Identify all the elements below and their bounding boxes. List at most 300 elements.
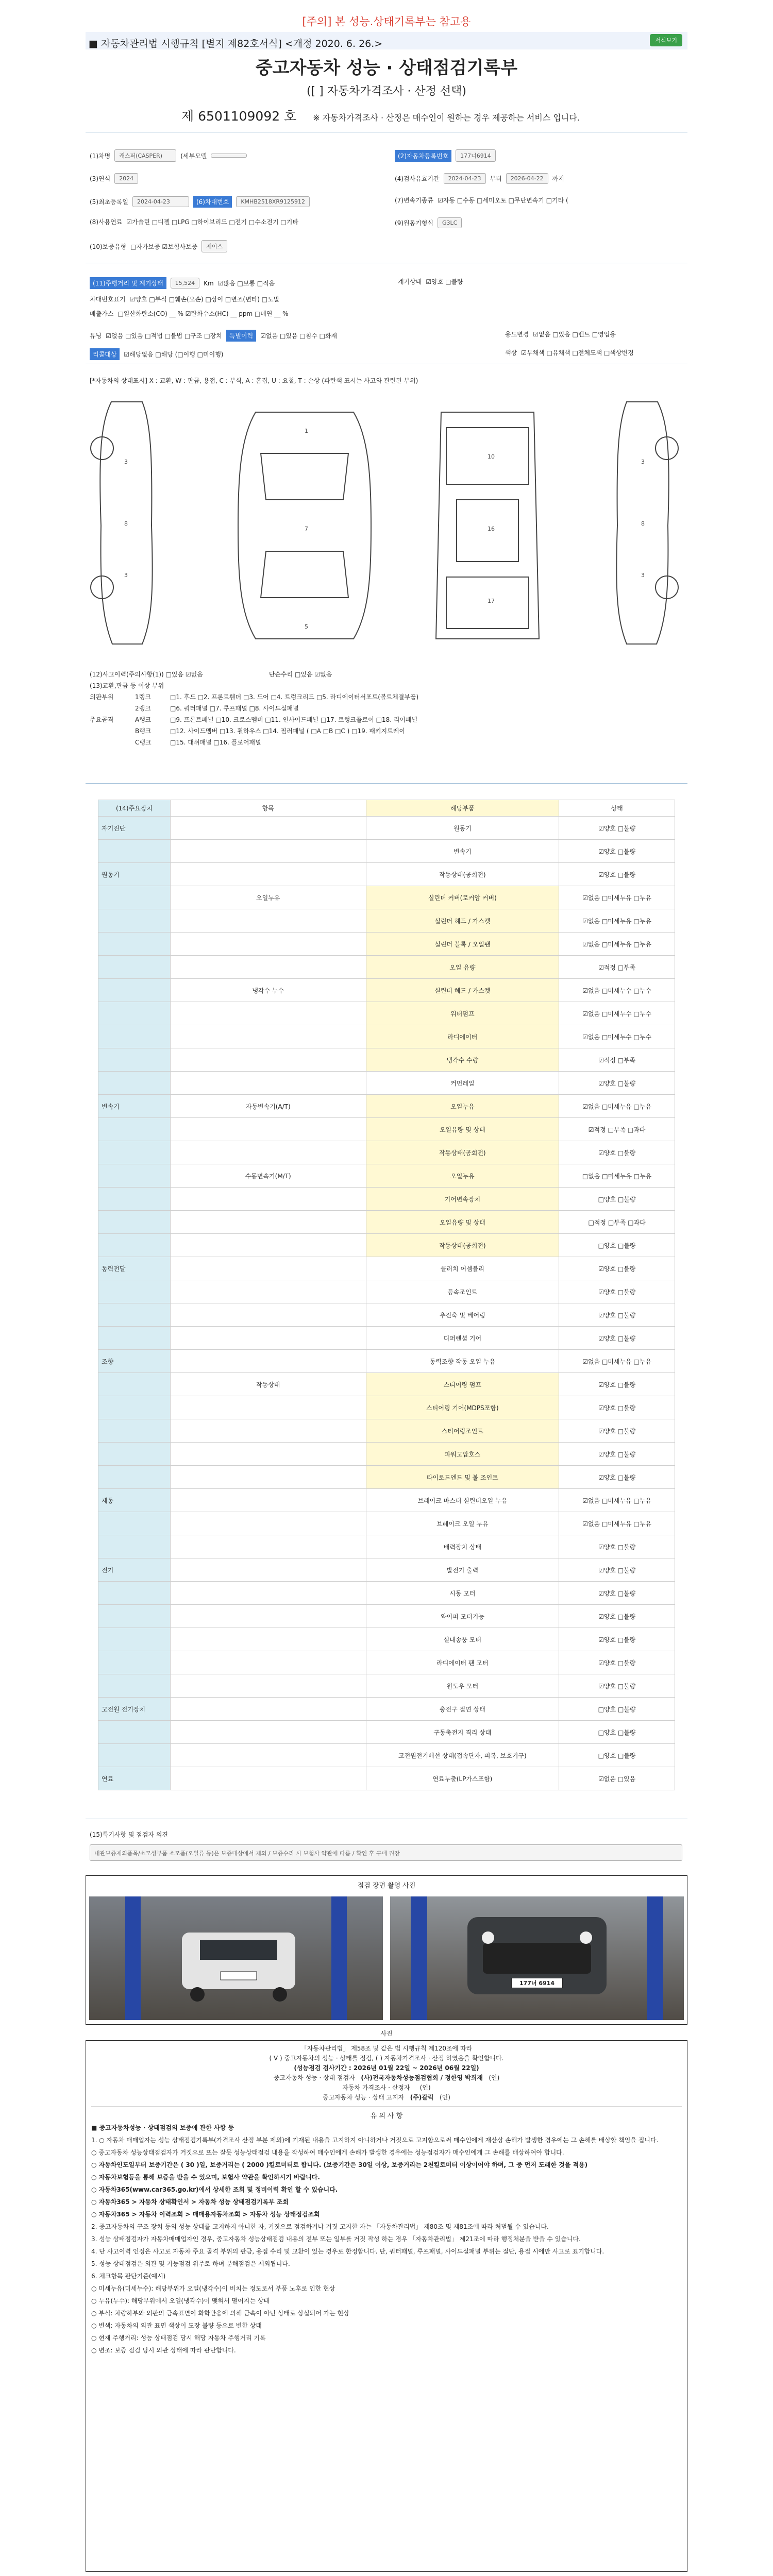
row-category: 고전원 전기장치 bbox=[98, 1698, 171, 1721]
notifier-line: 중고자동차 성능 · 상태 고지자 (주)갈릭 (인) bbox=[323, 2094, 450, 2101]
table-row bbox=[98, 1280, 675, 1303]
table-row bbox=[98, 1141, 675, 1164]
svg-text:8: 8 bbox=[124, 520, 128, 527]
note-item: ○ 누유(누수): 해당부위에서 오일(냉각수)이 맺혀서 떨어지는 상태 bbox=[91, 2297, 270, 2304]
row-category bbox=[98, 1744, 171, 1767]
outer-rank2-row: 2랭크 □6. 쿼터패널 □7. 루프패널 □8. 사이드실패널 bbox=[135, 705, 299, 712]
note-item: ○ 자동차보험등을 통해 보증을 받을 수 있으며, 보험사 약관을 확인하시기 바랍니다. bbox=[91, 2174, 320, 2181]
row-group bbox=[170, 1535, 366, 1558]
row-state[interactable]: ☑적정 □부족 bbox=[559, 1048, 675, 1072]
row-item: 오일누유 bbox=[366, 1164, 559, 1188]
row-item: 워터펌프 bbox=[366, 1002, 559, 1025]
row-item: 실린더 헤드 / 가스켓 bbox=[366, 979, 559, 1002]
row-group bbox=[170, 1651, 366, 1674]
tuning-row: 튜닝 ☑없음 □있음 □적법 □불법 □구조 □장치 특별이력 ☑없음 □있음 □침수 □화재 bbox=[90, 330, 337, 342]
row-item: 실내송풍 모터 bbox=[366, 1628, 559, 1651]
row-group bbox=[170, 1303, 366, 1327]
footer-line1: 「자동차관리법」 제58조 및 같은 법 시행규칙 제120조에 따라 bbox=[300, 2045, 473, 2052]
table-row bbox=[98, 1605, 675, 1628]
svg-text:8: 8 bbox=[641, 520, 645, 527]
row-state[interactable]: ☑양호 □불량 bbox=[559, 1373, 675, 1396]
odometer-row: (11)주행거리 및 계기상태 15,524 Km ☑많음 □보통 □적음 bbox=[90, 277, 275, 289]
note-item: 5. 성능 상태점검은 외관 및 기능점검 위주로 하며 분해점검은 제외됩니다. bbox=[91, 2260, 290, 2267]
svg-text:3: 3 bbox=[641, 459, 645, 465]
row-state[interactable]: ☑양호 □불량 bbox=[559, 1396, 675, 1419]
row-category bbox=[98, 956, 171, 979]
table-row bbox=[98, 1489, 675, 1512]
table-row bbox=[98, 1211, 675, 1234]
svg-text:3: 3 bbox=[124, 459, 128, 465]
row-item: 브레이크 마스터 실린더오일 누유 bbox=[366, 1489, 559, 1512]
svg-text:3: 3 bbox=[124, 572, 128, 579]
row-state[interactable]: ☑없음 □미세누유 □누유 bbox=[559, 1350, 675, 1373]
row-category bbox=[98, 1628, 171, 1651]
table-row bbox=[98, 1257, 675, 1280]
row-category bbox=[98, 1211, 171, 1234]
row-state[interactable]: ☑없음 □있음 bbox=[559, 1767, 675, 1790]
components-table bbox=[98, 800, 675, 1790]
table-row bbox=[98, 1651, 675, 1674]
footer-section bbox=[86, 2040, 687, 2572]
row-item: 타이로드엔드 및 볼 조인트 bbox=[366, 1466, 559, 1489]
row-category bbox=[98, 1582, 171, 1605]
row-category bbox=[98, 1327, 171, 1350]
row-category: 조향 bbox=[98, 1350, 171, 1373]
row-state[interactable]: ☑양호 □불량 bbox=[559, 1558, 675, 1582]
row-state[interactable]: ☑없음 □미세누유 □누유 bbox=[559, 886, 675, 909]
row-state[interactable]: ☑없음 □미세누유 □누유 bbox=[559, 933, 675, 956]
trans-options[interactable]: ☑자동 □수동 □세미오토 □무단변속기 □기타 ( bbox=[437, 197, 568, 204]
photo-front bbox=[390, 1896, 684, 2020]
row-group bbox=[170, 1188, 366, 1211]
row-group bbox=[170, 1767, 366, 1790]
table-row bbox=[98, 1512, 675, 1535]
recall-row: 리콜대상 ☑해당없음 □해당 (□이행 □미이행) bbox=[90, 348, 223, 360]
row-state[interactable]: ☑양호 □불량 bbox=[559, 1674, 675, 1698]
cert-number: 제 6501109092 호 bbox=[181, 109, 297, 124]
main-rankA-row: 주요골격 A랭크 □9. 프론트패널 □10. 크로스멤버 □11. 인사이드패널 □17. 트렁크플로어 □18. 리어패널 bbox=[90, 716, 418, 723]
row-category bbox=[98, 1118, 171, 1141]
row-group bbox=[170, 1512, 366, 1535]
gauge-options[interactable]: ☑양호 □불량 bbox=[426, 278, 463, 285]
reg-field[interactable]: 177너6914 bbox=[456, 149, 496, 162]
row-state[interactable]: ☑양호 □불량 bbox=[559, 1257, 675, 1280]
row-category bbox=[98, 1674, 171, 1698]
reg-row: (2)자동차등록번호 177너6914 bbox=[395, 149, 496, 162]
row-group bbox=[170, 1257, 366, 1280]
row-state[interactable]: ☑없음 □미세누유 □누유 bbox=[559, 1489, 675, 1512]
row-state[interactable]: □적정 □부족 □과다 bbox=[559, 1211, 675, 1234]
note-item: 3. 성능 상태점검자가 자동차매매업자인 경우, 중고자동차 성능상태점검 내용의 전부 또는 일부를 거짓 작성 하는 경우 「자동차관리법」 제21조에 따라 행정처분을 받을 수 있습니다. bbox=[91, 2235, 581, 2243]
cert-note: ※ 자동차가격조사 · 산정은 매수인이 원하는 경우 제공하는 서비스 입니다. bbox=[313, 113, 580, 123]
row-category bbox=[98, 1280, 171, 1303]
row-category bbox=[98, 979, 171, 1002]
period-row: (4)검사유효기간 2024-04-23 부터 2026-04-22 까지 bbox=[395, 173, 564, 184]
odometer-options[interactable]: ☑많음 □보통 □적음 bbox=[217, 280, 275, 287]
row-category bbox=[98, 933, 171, 956]
table-row bbox=[98, 1373, 675, 1396]
accident-row: (12)사고이력(주의사항(1)) □있음 ☑없음 단순수리 □있음 ☑없음 bbox=[90, 671, 332, 678]
table-row bbox=[98, 1721, 675, 1744]
subtitle: ([ ] 자동차가격조사 · 산정 선택) bbox=[306, 85, 467, 98]
row-category bbox=[98, 1188, 171, 1211]
row-state[interactable]: □양호 □불량 bbox=[559, 1698, 675, 1721]
row-category: 자기진단 bbox=[98, 817, 171, 840]
fuel-row: (8)사용연료 ☑가솔린 □디젤 □LPG □하이브리드 □전기 □수소전기 □기타 bbox=[90, 218, 298, 226]
row-group: 수동변속기(M/T) bbox=[170, 1164, 366, 1188]
row-item: 고전원전기배선 상태(접속단자, 피복, 보호기구) bbox=[366, 1744, 559, 1767]
vehicle-name-field[interactable]: 캐스퍼(CASPER) bbox=[114, 149, 176, 162]
model-field[interactable] bbox=[211, 154, 247, 158]
table-row bbox=[98, 1628, 675, 1651]
row-category bbox=[98, 1025, 171, 1048]
notes-title: 유 의 사 항 bbox=[91, 2107, 682, 2120]
table-header: (14)주요장치 항목 해당부품 상태 bbox=[98, 800, 675, 817]
vin-field[interactable]: KMHB2518XR9125912 bbox=[236, 196, 310, 207]
tuning-options[interactable]: ☑없음 □있음 □적법 □불법 □구조 □장치 bbox=[106, 332, 222, 340]
row-group bbox=[170, 909, 366, 933]
row-item: 실린더 블록 / 오일팬 bbox=[366, 933, 559, 956]
note-item: ○ 변조: 보증 점검 당시 외관 상태에 따라 판단합니다. bbox=[91, 2347, 236, 2354]
row-group bbox=[170, 1350, 366, 1373]
form-view-button[interactable]: 서식보기 bbox=[650, 34, 682, 46]
outer-rank1-row: 외판부위 1랭크 □1. 후드 □2. 프론트휀더 □3. 도어 □4. 트렁크리드 □5. 라디에이터서포트(볼트체결부품) bbox=[90, 693, 419, 701]
row-group bbox=[170, 1234, 366, 1257]
row-group bbox=[170, 817, 366, 840]
warranty-options[interactable]: □자가보증 ☑보험사보증 bbox=[130, 243, 198, 250]
note-item: 2. 중고자동차의 구조 장치 등의 성능 상태를 고지하지 아니한 자, 거짓으로 점검하거나 거짓 고지한 자는 「자동차관리법」 제80조 및 제81조에 따라 처벌될 수 있습니다. bbox=[91, 2223, 549, 2230]
row-state[interactable]: ☑양호 □불량 bbox=[559, 1280, 675, 1303]
row-item: 실린더 커버(로커암 커버) bbox=[366, 886, 559, 909]
row-category bbox=[98, 1651, 171, 1674]
law-text: ■ 자동차관리법 시행규칙 [별지 제82호서식] <개정 2020. 6. 26.> bbox=[89, 38, 383, 49]
document bbox=[86, 0, 687, 2354]
photo-rear bbox=[89, 1896, 383, 2020]
table-row bbox=[98, 1698, 675, 1721]
note-item: ○ 자동차365(www.car365.go.kr)에서 상세한 조회 및 정비이력 확인 할 수 있습니다. bbox=[91, 2186, 338, 2193]
first-reg-row: (5)최초등록일 2024-04-23 (6)차대번호 KMHB2518XR9125912 bbox=[90, 196, 310, 208]
page-title: 중고자동차 성능 · 상태점검기록부 bbox=[255, 58, 518, 78]
row-state[interactable]: ☑양호 □불량 bbox=[559, 863, 675, 886]
license-plate: 177너 6914 bbox=[511, 1978, 563, 1988]
cert-line bbox=[181, 106, 580, 125]
table-row bbox=[98, 863, 675, 886]
emission-row: 배출가스 □일산화탄소(CO) __ % ☑탄화수소(HC) __ ppm □매연 __ % bbox=[90, 310, 289, 317]
row-group: 오일누유 bbox=[170, 886, 366, 909]
row-group bbox=[170, 863, 366, 886]
svg-text:17: 17 bbox=[488, 598, 495, 604]
fuel-options[interactable]: ☑가솔린 □디젤 □LPG □하이브리드 □전기 □수소전기 □기타 bbox=[126, 218, 298, 226]
table-row bbox=[98, 979, 675, 1002]
table-row bbox=[98, 886, 675, 909]
row-category: 전기 bbox=[98, 1558, 171, 1582]
note-item: 6. 체크항목 판단기준(예시) bbox=[91, 2273, 166, 2280]
row-item: 냉각수 수량 bbox=[366, 1048, 559, 1072]
row-category bbox=[98, 840, 171, 863]
row-category bbox=[98, 1141, 171, 1164]
row-group bbox=[170, 1466, 366, 1489]
footer-line3: (성능점검 검사기간 : 2026년 01월 22일 ~ 2026년 06월 22일) bbox=[294, 2064, 479, 2072]
photo-title: 점검 장면 촬영 사진 bbox=[357, 1882, 416, 1890]
law-line bbox=[86, 32, 687, 49]
row-item: 라디에이터 팬 모터 bbox=[366, 1651, 559, 1674]
photo-caption: 사진 bbox=[380, 2030, 393, 2037]
row-category bbox=[98, 1002, 171, 1025]
row-category bbox=[98, 1234, 171, 1257]
row-state[interactable]: ☑양호 □불량 bbox=[559, 1535, 675, 1558]
notice: [주의] 본 성능.상태기록부는 참고용 bbox=[302, 15, 471, 28]
row-category bbox=[98, 1443, 171, 1466]
row-group bbox=[170, 1141, 366, 1164]
row-category: 동력전달 bbox=[98, 1257, 171, 1280]
row-item: 오일누유 bbox=[366, 1095, 559, 1118]
table-row bbox=[98, 933, 675, 956]
row-group bbox=[170, 1721, 366, 1744]
row-category bbox=[98, 886, 171, 909]
row-category bbox=[98, 1466, 171, 1489]
vehicle-name-row: (1)차명 캐스퍼(CASPER) (세부모델 bbox=[90, 149, 247, 162]
table-row bbox=[98, 1350, 675, 1373]
row-group bbox=[170, 1698, 366, 1721]
year-row: (3)연식 2024 bbox=[90, 173, 138, 184]
row-category: 연료 bbox=[98, 1767, 171, 1790]
row-state[interactable]: ☑없음 □미세누유 □누유 bbox=[559, 1095, 675, 1118]
row-category bbox=[98, 909, 171, 933]
row-state[interactable]: ☑양호 □불량 bbox=[559, 1466, 675, 1489]
row-group bbox=[170, 1396, 366, 1419]
odometer-field[interactable]: 15,524 bbox=[171, 278, 200, 289]
row-item: 오일유량 및 상태 bbox=[366, 1211, 559, 1234]
row-item: 작동상태(공회전) bbox=[366, 863, 559, 886]
row-item: 파워고압호스 bbox=[366, 1443, 559, 1466]
row-item: 배력장치 상태 bbox=[366, 1535, 559, 1558]
row-group bbox=[170, 1280, 366, 1303]
row-category bbox=[98, 1072, 171, 1095]
row-item: 시동 모터 bbox=[366, 1582, 559, 1605]
row-state[interactable]: ☑양호 □불량 bbox=[559, 817, 675, 840]
row-state[interactable]: ☑양호 □불량 bbox=[559, 1141, 675, 1164]
row-group bbox=[170, 1628, 366, 1651]
row-category bbox=[98, 1721, 171, 1744]
table-row bbox=[98, 840, 675, 863]
row-state[interactable]: ☑양호 □불량 bbox=[559, 1605, 675, 1628]
row-state[interactable]: ☑양호 □불량 bbox=[559, 1327, 675, 1350]
row-category bbox=[98, 1535, 171, 1558]
engine-row: (9)원동기형식 G3LC bbox=[395, 217, 462, 228]
row-state[interactable]: ☑적정 □부족 □과다 bbox=[559, 1118, 675, 1141]
row-state[interactable]: □양호 □불량 bbox=[559, 1721, 675, 1744]
row-state[interactable]: ☑양호 □불량 bbox=[559, 1582, 675, 1605]
row-item: 클러치 어셈블리 bbox=[366, 1257, 559, 1280]
table-row bbox=[98, 1327, 675, 1350]
recall-options[interactable]: ☑해당없음 □해당 (□이행 □미이행) bbox=[124, 351, 224, 358]
row-state[interactable]: ☑양호 □불량 bbox=[559, 1419, 675, 1443]
note-item: ○ 자동차365 > 자동차 상태확인서 > 자동차 성능 상태점검기록부 조회 bbox=[91, 2198, 289, 2206]
row-item: 발전기 출력 bbox=[366, 1558, 559, 1582]
color-row: 색상 ☑무채색 □유채색 □전체도색 □색상변경 bbox=[505, 349, 634, 357]
row-category bbox=[98, 1048, 171, 1072]
row-group bbox=[170, 1605, 366, 1628]
row-state[interactable]: ☑양호 □불량 bbox=[559, 1303, 675, 1327]
svg-text:1: 1 bbox=[305, 428, 308, 434]
svg-text:3: 3 bbox=[641, 572, 645, 579]
diagram-legend: [*자동차의 상태표시] X : 교환, W : 판금, 용접, C : 부식, A : 흠집, U : 요철, T : 손상 (파란색 표시는 사고와 관련된 부위) bbox=[90, 377, 418, 384]
note-item: ○ 자동차365 > 자동차 이력조회 > 매매용자동차조회 > 자동차 성능 상태점검조회 bbox=[91, 2211, 320, 2218]
usage-change-options[interactable]: ☑없음 □있음 □렌트 □영업용 bbox=[533, 331, 616, 338]
table-row bbox=[98, 956, 675, 979]
row-group bbox=[170, 1443, 366, 1466]
trans-row: (7)변속기종류 ☑자동 □수동 □세미오토 □무단변속기 □기타 ( bbox=[395, 197, 568, 204]
row-category bbox=[98, 1605, 171, 1628]
row-group bbox=[170, 956, 366, 979]
table-row bbox=[98, 1767, 675, 1790]
row-item: 스티어링 기어(MDPS포함) bbox=[366, 1396, 559, 1419]
row-state[interactable]: ☑양호 □불량 bbox=[559, 1628, 675, 1651]
table-row bbox=[98, 1118, 675, 1141]
main-rankC-row: C랭크 □15. 대쉬패널 □16. 플로어패널 bbox=[135, 739, 261, 746]
period-from-field[interactable]: 2024-04-23 bbox=[444, 173, 486, 184]
row-item: 디퍼렌셜 기어 bbox=[366, 1327, 559, 1350]
row-item: 윈도우 모터 bbox=[366, 1674, 559, 1698]
row-state[interactable]: ☑양호 □불량 bbox=[559, 1072, 675, 1095]
row-state[interactable]: ☑적정 □부족 bbox=[559, 956, 675, 979]
car-diagram bbox=[86, 392, 687, 659]
row-item: 스티어링 펌프 bbox=[366, 1373, 559, 1396]
note-item: ○ 중고자동차 성능상태점검자가 거짓으로 또는 잘못 성능상태점검 내용을 작성하여 매수인에게 손해가 발생한 경우에는 성능점검자가 매수인에게 그 손해를 배상하여야 합니다. bbox=[91, 2149, 564, 2156]
row-category bbox=[98, 1303, 171, 1327]
vin-state-row: 차대번호표기 ☑양호 □부식 □훼손(오손) □상이 □변조(변타) □도말 bbox=[90, 296, 280, 303]
row-state[interactable]: ☑없음 □미세누수 □누수 bbox=[559, 979, 675, 1002]
row-state[interactable]: □양호 □불량 bbox=[559, 1188, 675, 1211]
svg-text:7: 7 bbox=[305, 526, 308, 532]
notes-list bbox=[91, 2123, 682, 2355]
year-field[interactable]: 2024 bbox=[114, 173, 138, 184]
row-state[interactable]: ☑없음 □미세누유 □누유 bbox=[559, 909, 675, 933]
svg-text:5: 5 bbox=[305, 623, 308, 630]
table-row bbox=[98, 1674, 675, 1698]
row-category: 제동 bbox=[98, 1489, 171, 1512]
table-row bbox=[98, 1002, 675, 1025]
note-item: 4. 단 사고이력 인정은 사고로 자동차 주요 골격 부위의 판금, 용접 수리 및 교환이 있는 경우로 한정합니다. 단, 쿼터패널, 루프패널, 사이드실패널 부위는 절단, 용접 시에만 사고로 표기합니다. bbox=[91, 2248, 604, 2255]
row-group bbox=[170, 1072, 366, 1095]
row-category: 원동기 bbox=[98, 863, 171, 886]
table-row bbox=[98, 1558, 675, 1582]
note-item: ○ 부식: 차량하부와 외판의 금속표면이 화학반응에 의해 금속이 아닌 상태로 상실되어 가는 현상 bbox=[91, 2310, 349, 2317]
note-item: ○ 자동차인도일부터 보증기간은 ( 30 )일, 보증거리는 ( 2000 )킬로미터로 합니다. (보증기간은 30일 이상, 보증거리는 2천킬로미터 이상이어야 하며, 그 중 먼저 도래한 것을 적용) bbox=[91, 2161, 588, 2168]
engine-field[interactable]: G3LC bbox=[438, 217, 462, 228]
gauge-row: 계기상태 ☑양호 □불량 bbox=[398, 278, 463, 285]
row-group bbox=[170, 1489, 366, 1512]
row-state[interactable]: □양호 □불량 bbox=[559, 1234, 675, 1257]
row-category bbox=[98, 1164, 171, 1188]
part-rank-row: (13)교환,판금 등 이상 부위 bbox=[90, 682, 164, 689]
row-state[interactable]: ☑없음 □미세누유 □누유 bbox=[559, 1512, 675, 1535]
row-item: 충전구 절연 상태 bbox=[366, 1698, 559, 1721]
row-item: 연료누출(LP가스포함) bbox=[366, 1767, 559, 1790]
row-item: 동력조향 작동 오일 누유 bbox=[366, 1350, 559, 1373]
table-row bbox=[98, 1419, 675, 1443]
row-item: 브레이크 오일 누유 bbox=[366, 1512, 559, 1535]
row-state[interactable]: □양호 □불량 bbox=[559, 1744, 675, 1767]
warranty-field[interactable]: 제이스 bbox=[201, 240, 227, 252]
main-rankB-row: B랭크 □12. 사이드멤버 □13. 휠하우스 □14. 필러패널 ( □A □B □C ) □19. 패키지트레이 bbox=[135, 727, 405, 735]
remarks-label: (15)특기사항 및 점검자 의견 bbox=[90, 1831, 168, 1838]
row-group: 냉각수 누수 bbox=[170, 979, 366, 1002]
row-item: 추진축 및 베어링 bbox=[366, 1303, 559, 1327]
table-row bbox=[98, 1443, 675, 1466]
remarks-field[interactable]: 내관보증제외품목/소모성부품 소모품(오일류 등)은 보증대상에서 제외 / 보증수리 시 보험사 약관에 따름 / 확인 후 구매 권장 bbox=[90, 1844, 682, 1861]
row-item: 구동축전지 격리 상태 bbox=[366, 1721, 559, 1744]
row-state[interactable]: ☑없음 □미세누수 □누수 bbox=[559, 1002, 675, 1025]
row-item: 와이퍼 모터기능 bbox=[366, 1605, 559, 1628]
emission-options[interactable]: □일산화탄소(CO) __ % ☑탄화수소(HC) __ ppm □매연 __ % bbox=[117, 310, 289, 317]
period-to-field[interactable]: 2026-04-22 bbox=[506, 173, 548, 184]
row-group bbox=[170, 1025, 366, 1048]
row-state[interactable]: □없음 □미세누유 □누유 bbox=[559, 1164, 675, 1188]
svg-text:16: 16 bbox=[488, 526, 495, 532]
vin-state-options[interactable]: ☑양호 □부식 □훼손(오손) □상이 □변조(변타) □도말 bbox=[129, 296, 280, 303]
row-state[interactable]: ☑양호 □불량 bbox=[559, 1651, 675, 1674]
row-item: 등속조인트 bbox=[366, 1280, 559, 1303]
row-state[interactable]: ☑없음 □미세누수 □누수 bbox=[559, 1025, 675, 1048]
row-category: 변속기 bbox=[98, 1095, 171, 1118]
row-group bbox=[170, 1419, 366, 1443]
row-group bbox=[170, 1048, 366, 1072]
row-group bbox=[170, 1327, 366, 1350]
row-item: 원동기 bbox=[366, 817, 559, 840]
row-category bbox=[98, 1512, 171, 1535]
row-state[interactable]: ☑양호 □불량 bbox=[559, 1443, 675, 1466]
row-item: 라디에이터 bbox=[366, 1025, 559, 1048]
note-item: ○ 변색: 자동차의 외관 표면 색상이 도장 불량 등으로 변한 상태 bbox=[91, 2322, 262, 2329]
row-group: 작동상태 bbox=[170, 1373, 366, 1396]
row-item: 변속기 bbox=[366, 840, 559, 863]
row-item: 작동상태(공회전) bbox=[366, 1141, 559, 1164]
row-item: 오일유량 및 상태 bbox=[366, 1118, 559, 1141]
table-row bbox=[98, 1396, 675, 1419]
inspector-line: 중고자동차 성능 · 상태 점검자 (사)전국자동차성능점검협회 / 정한영 박희재 (인) bbox=[273, 2074, 500, 2081]
table-row bbox=[98, 1164, 675, 1188]
row-group: 자동변속기(A/T) bbox=[170, 1095, 366, 1118]
special-options[interactable]: ☑없음 □있음 □침수 □화재 bbox=[260, 332, 338, 340]
table-row bbox=[98, 1048, 675, 1072]
table-row bbox=[98, 1535, 675, 1558]
row-group bbox=[170, 1211, 366, 1234]
table-row bbox=[98, 1303, 675, 1327]
footer-line2: ( V ) 중고자동차의 성능 · 상태를 점검, ( ) 자동차가격조사 · 산정 하였음을 확인합니다. bbox=[269, 2055, 504, 2062]
row-state[interactable]: ☑양호 □불량 bbox=[559, 840, 675, 863]
first-reg-field[interactable]: 2024-04-23 bbox=[132, 196, 189, 207]
row-item: 실린더 헤드 / 가스켓 bbox=[366, 909, 559, 933]
row-group bbox=[170, 840, 366, 863]
photo-section bbox=[86, 1875, 687, 2025]
table-row bbox=[98, 1582, 675, 1605]
note-item: ○ 미세누유(미세누수): 해당부위가 오일(냉각수)이 비치는 정도로서 부품 노후로 인한 현상 bbox=[91, 2285, 335, 2292]
color-options[interactable]: ☑무채색 □유채색 □전체도색 □색상변경 bbox=[521, 349, 634, 357]
row-item: 기어변속장치 bbox=[366, 1188, 559, 1211]
warranty-row: (10)보증유형 □자가보증 ☑보험사보증 제이스 bbox=[90, 240, 227, 252]
note-item: 1. ○ 자동차 매매업자는 성능 상태점검기록부(가격조사 산정 부분 제외)에 기재된 내용을 고지하지 아니하거나 거짓으로 고지함으로써 매수인에게 재산상 손해가 발생한 경우에는 그 손해를 배상할 책임을 집니다. bbox=[91, 2137, 659, 2144]
table-row bbox=[98, 1025, 675, 1048]
table-row bbox=[98, 1072, 675, 1095]
table-row bbox=[98, 1466, 675, 1489]
table-row bbox=[98, 909, 675, 933]
row-item: 스티어링조인트 bbox=[366, 1419, 559, 1443]
row-group bbox=[170, 933, 366, 956]
row-group bbox=[170, 1118, 366, 1141]
table-row bbox=[98, 1744, 675, 1767]
row-item: 작동상태(공회전) bbox=[366, 1234, 559, 1257]
